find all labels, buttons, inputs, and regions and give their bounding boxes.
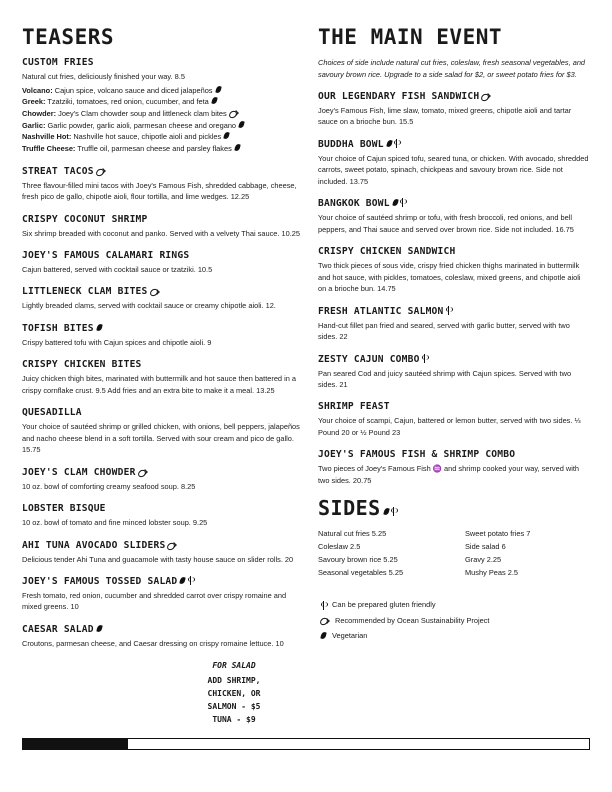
wheat-icon <box>394 139 400 148</box>
menu-item-name <box>22 503 300 515</box>
menu-item-name-text: JOEY'S CLAM CHOWDER <box>22 466 136 478</box>
menu-item-name-text: QUESADILLA <box>22 407 82 419</box>
side-item: Sweet potato fries 7 <box>465 529 531 539</box>
variation-text: Cajun spice, volcano sauce and diced jalapeños <box>52 85 213 95</box>
menu-item-description: Two thick pieces of sous vide, crispy fried chicken thighs marinated in buttermilk and hot sauce, with pickles, tomatoes, coleslaw, mixed greens, and chipotle aioli on a brioche bun. 14.75 <box>318 261 581 294</box>
side-item: Mushy Peas 2.5 <box>465 567 518 577</box>
menu-item-name <box>318 449 590 461</box>
fish-icon <box>96 168 105 175</box>
menu-item-name <box>22 323 300 335</box>
menu-item <box>318 246 590 294</box>
menu-item-variation <box>22 108 300 120</box>
leaf-icon <box>179 577 185 585</box>
section-title-teasers: TEASERS <box>22 25 115 49</box>
for-salad-heading: FOR SALAD <box>212 661 256 671</box>
menu-item-description: Croutons, parmesan cheese, and Caesar dressing on crispy romaine lettuce. 10 <box>22 638 284 648</box>
menu-item <box>318 91 590 128</box>
menu-item <box>318 449 590 486</box>
for-salad-callout <box>178 660 290 726</box>
menu-item-name <box>318 401 590 413</box>
menu-item <box>22 576 300 613</box>
menu-item-description: Your choice of Cajun spiced tofu, seared tuna, or chicken. With avocado, shredded carrots, sweet potato, spinach, chickpeas and savoury brown rice. Side not included. 13.75 <box>318 153 589 186</box>
teasers-item-list <box>22 57 300 649</box>
menu-item-name <box>22 57 300 69</box>
leaf-icon <box>392 199 398 207</box>
variation-text: Tzatziki, tomatoes, red onion, cucumber, and feta <box>45 97 209 107</box>
footer-bar-rest <box>136 739 589 749</box>
menu-item-name <box>22 624 300 636</box>
menu-item <box>22 286 300 311</box>
menu-item-name <box>318 246 590 258</box>
menu-item-description: 10 oz. bowl of tomato and fine minced lobster soup. 9.25 <box>22 518 208 528</box>
menu-item <box>318 354 590 391</box>
dietary-glyphs <box>136 467 147 478</box>
dietary-glyphs <box>94 323 102 334</box>
menu-item-description: Your choice of scampi, Cajun, battered or lemon butter, served with two sides. ⅓ Pound 20 or ½ Pound 23 <box>318 416 581 437</box>
menu-item-name <box>318 139 590 151</box>
menu-item-description: Hand-cut fillet pan fried and seared, served with garlic butter, served with two sides. 22 <box>318 320 570 342</box>
menu-item-name <box>318 91 590 103</box>
legend-row <box>318 597 590 613</box>
legend-row <box>318 613 590 629</box>
fish-icon <box>320 617 329 624</box>
menu-item <box>318 198 590 235</box>
legend-label: Vegetarian <box>332 631 368 641</box>
leaf-icon <box>211 97 217 105</box>
menu-item <box>22 359 300 396</box>
menu-item-name-text: OUR LEGENDARY FISH SANDWICH <box>318 90 480 102</box>
leaf-icon <box>320 632 326 640</box>
menu-item-name <box>22 407 300 419</box>
dietary-glyphs <box>232 144 240 153</box>
menu-item <box>22 57 300 155</box>
wheat-icon <box>187 576 193 585</box>
for-salad-line: CHICKEN, OR <box>207 689 261 698</box>
menu-item <box>22 540 300 565</box>
dietary-glyphs <box>213 86 221 95</box>
section-title-sides <box>318 498 590 519</box>
menu-item <box>22 624 300 649</box>
menu-item <box>22 503 300 528</box>
wheat-icon <box>391 507 397 516</box>
menu-item-name <box>22 166 300 178</box>
leaf-icon <box>96 324 102 332</box>
fish-icon <box>167 542 176 549</box>
menu-item <box>22 467 300 492</box>
for-salad-line: ADD SHRIMP, <box>207 676 261 686</box>
leaf-icon <box>96 625 102 633</box>
legend-row <box>318 628 590 644</box>
menu-item-variation <box>22 131 300 143</box>
menu-item-description: Delicious tender Ahi Tuna and guacamole with tasty house sauce on slider rolls. 20 <box>22 554 294 564</box>
dietary-glyphs <box>479 91 490 102</box>
menu-item-name <box>22 576 300 588</box>
for-salad-line: SALMON - $5 <box>207 701 261 711</box>
column-main-event <box>318 26 590 644</box>
menu-item-name-text: BUDDHA BOWL <box>318 138 384 150</box>
menu-item-description: Crispy battered tofu with Cajun spices and chipotle aioli. 9 <box>22 337 212 347</box>
menu-item-name-text: STREAT TACOS <box>22 165 94 177</box>
leaf-icon <box>223 132 229 140</box>
dietary-glyphs <box>177 576 193 587</box>
menu-item-description: Natural cut fries, deliciously finished your way. 8.5 <box>22 72 185 82</box>
for-salad-lines <box>178 675 290 726</box>
menu-item-name-text: JOEY'S FAMOUS CALAMARI RINGS <box>22 250 190 261</box>
menu-item-description: Joey's Famous Fish, lime slaw, tomato, mixed greens, chipotle aioli and tartar sauce on a brioche bun. 15.5 <box>318 105 572 127</box>
variation-label: Truffle Cheese: <box>22 143 76 153</box>
column-teasers <box>22 26 300 726</box>
menu-item-description: Three flavour-filled mini tacos with Joey's Famous Fish, shredded cabbage, cheese, fresh pico de gallo, chipotle aioli, flour tortilla, and lime wedges. 12.25 <box>22 180 297 202</box>
menu-item-name-text: JOEY'S FAMOUS FISH & SHRIMP COMBO <box>318 449 516 461</box>
menu-item-description: Pan seared Cod and juicy sautéed shrimp with Cajun spices. Served with two sides. 21 <box>318 368 572 389</box>
menu-item-name-text: CRISPY COCONUT SHRIMP <box>22 213 148 225</box>
menu-item-name-text: CUSTOM FRIES <box>22 57 94 69</box>
menu-item-description: 10 oz. bowl of comforting creamy seafood soup. 8.25 <box>22 481 196 491</box>
wheat-icon <box>422 354 428 363</box>
menu-item-description: Fresh tomato, red onion, cucumber and shredded carrot over crispy romaine and mixed greens. 10 <box>22 591 287 612</box>
menu-item-name-text: AHI TUNA AVOCADO SLIDERS <box>22 539 166 551</box>
variation-text: Garlic powder, garlic aioli, parmesan cheese and oregano <box>45 120 237 130</box>
dietary-glyphs <box>148 286 159 297</box>
dietary-glyphs <box>94 166 105 177</box>
fish-icon <box>229 110 238 117</box>
variation-label: Volcano: <box>22 85 53 95</box>
menu-item-name <box>318 306 590 318</box>
menu-item <box>22 166 300 203</box>
main-event-item-list <box>318 91 590 486</box>
menu-item-variation <box>22 120 300 132</box>
sides-column-2 <box>465 528 590 579</box>
menu-item-name <box>22 467 300 479</box>
menu-item-name <box>22 540 300 552</box>
legend <box>318 597 590 644</box>
dietary-glyphs <box>444 306 452 317</box>
fish-icon <box>138 469 147 476</box>
dietary-glyphs <box>221 132 229 141</box>
footer-bar-fill <box>23 739 128 749</box>
legend-label: Recommended by Ocean Sustainability Project <box>335 615 490 625</box>
menu-item-name-text: ZESTY CAJUN COMBO <box>318 353 420 365</box>
menu-item-description: Lightly breaded clams, served with cocktail sauce or creamy chipotle aioli. 12. <box>22 301 276 311</box>
wheat-icon <box>400 198 406 207</box>
side-item: Savoury brown rice 5.25 <box>318 554 398 564</box>
menu-item <box>318 401 590 438</box>
dietary-glyphs <box>420 354 428 365</box>
menu-item-name-text: FRESH ATLANTIC SALMON <box>318 305 444 317</box>
wheat-icon <box>320 601 326 610</box>
menu-item-name <box>318 198 590 210</box>
menu-item-description: Juicy chicken thigh bites, marinated with buttermilk and hot sauce then battered in a crispy cornflake crust. 9.5 Add fries and an extra bite to make it a meal. 13.25 <box>22 374 297 395</box>
variation-label: Chowder: <box>22 108 57 118</box>
dietary-glyphs <box>209 97 217 106</box>
sides-column-1 <box>318 528 443 579</box>
menu-item-description: Six shrimp breaded with coconut and panko. Served with a velvety Thai sauce. 10.25 <box>22 228 300 238</box>
menu-item-name-text: CAESAR SALAD <box>22 623 94 635</box>
fish-icon <box>150 288 159 295</box>
menu-item-description: Cajun battered, served with cocktail sauce or tzatziki. 10.5 <box>22 264 213 274</box>
footer-bar-gap <box>128 739 136 749</box>
menu-item-name <box>318 354 590 366</box>
side-item: Natural cut fries 5.25 <box>318 529 387 539</box>
leaf-icon <box>234 144 240 152</box>
for-salad-line: TUNA - $9 <box>212 714 256 724</box>
leaf-icon <box>386 140 392 148</box>
menu-item-name-text: CRISPY CHICKEN SANDWICH <box>318 246 456 258</box>
dietary-glyphs <box>390 198 406 209</box>
side-item: Side salad 6 <box>465 542 506 552</box>
dietary-glyphs <box>236 121 244 130</box>
menu-item-name <box>22 214 300 226</box>
leaf-icon <box>215 86 221 94</box>
variation-text: Joey's Clam chowder soup and littleneck clam bites <box>56 108 227 118</box>
menu-item-name <box>22 286 300 298</box>
section-title-main-event: THE MAIN EVENT <box>318 25 503 49</box>
variation-text: Nashville hot sauce, chipotle aioli and pickles <box>71 132 222 142</box>
leaf-icon <box>383 508 389 516</box>
menu-item-name-text: JOEY'S FAMOUS TOSSED SALAD <box>22 576 178 588</box>
menu-item-description: Your choice of sautéed shrimp or tofu, with fresh broccoli, red onions, and bell peppers, and Thai sauce and served over brown rice. Side not included. 16.75 <box>318 213 574 234</box>
menu-item <box>318 306 590 343</box>
variation-label: Greek: <box>22 97 46 107</box>
menu-item-name-text: SHRIMP FEAST <box>318 401 390 413</box>
leaf-icon <box>238 121 244 129</box>
main-event-intro: Choices of side include natural cut fries, coleslaw, fresh seasonal vegetables, and savoury brown rice. Upgrade to a side salad for $2, or sweet potato fries for $3. <box>318 58 586 79</box>
menu-item-name <box>22 250 300 262</box>
menu-item-name-text: BANGKOK BOWL <box>318 198 390 210</box>
sides-title-glyphs <box>381 496 397 520</box>
menu-item-variations <box>22 85 300 155</box>
menu-item <box>22 407 300 455</box>
menu-columns <box>22 26 590 726</box>
menu-item-name-text: CRISPY CHICKEN BITES <box>22 359 142 371</box>
legend-label: Can be prepared gluten friendly <box>332 600 436 610</box>
side-item: Coleslaw 2.5 <box>318 542 361 552</box>
variation-text: Truffle oil, parmesan cheese and parsley flakes <box>75 143 232 153</box>
menu-item-description: Your choice of sautéed shrimp or grilled chicken, with onions, bell peppers, jalapeños and nacho cheese blend in a soft tortilla. Served with sour cream and pico de gallo. 15.75 <box>22 422 300 455</box>
menu-item-name-text: LITTLENECK CLAM BITES <box>22 286 148 298</box>
sides-title-text: SIDES <box>318 496 381 521</box>
dietary-glyphs <box>165 540 176 551</box>
side-item: Seasonal vegetables 5.25 <box>318 567 404 577</box>
dietary-glyphs <box>94 624 102 635</box>
menu-item-variation <box>22 143 300 155</box>
sides-grid <box>318 528 590 579</box>
menu-item-name <box>22 359 300 371</box>
footer-bar <box>22 738 590 750</box>
menu-item <box>22 250 300 275</box>
menu-item <box>22 323 300 348</box>
menu-item-variation <box>22 85 300 97</box>
menu-item-variation <box>22 96 300 108</box>
menu-item <box>318 139 590 187</box>
dietary-glyphs <box>227 109 238 118</box>
menu-item-name-text: TOFISH BITES <box>22 322 94 334</box>
wheat-icon <box>446 306 452 315</box>
variation-label: Garlic: <box>22 120 46 130</box>
variation-label: Nashville Hot: <box>22 132 72 142</box>
menu-item-description: Two pieces of Joey's Famous Fish ♒ and shrimp cooked your way, served with two sides. 20.75 <box>318 464 580 485</box>
fish-icon <box>481 93 490 100</box>
menu-item <box>22 214 300 239</box>
side-item: Gravy 2.25 <box>465 554 502 564</box>
dietary-glyphs <box>384 139 400 150</box>
menu-item-name-text: LOBSTER BISQUE <box>22 503 106 515</box>
